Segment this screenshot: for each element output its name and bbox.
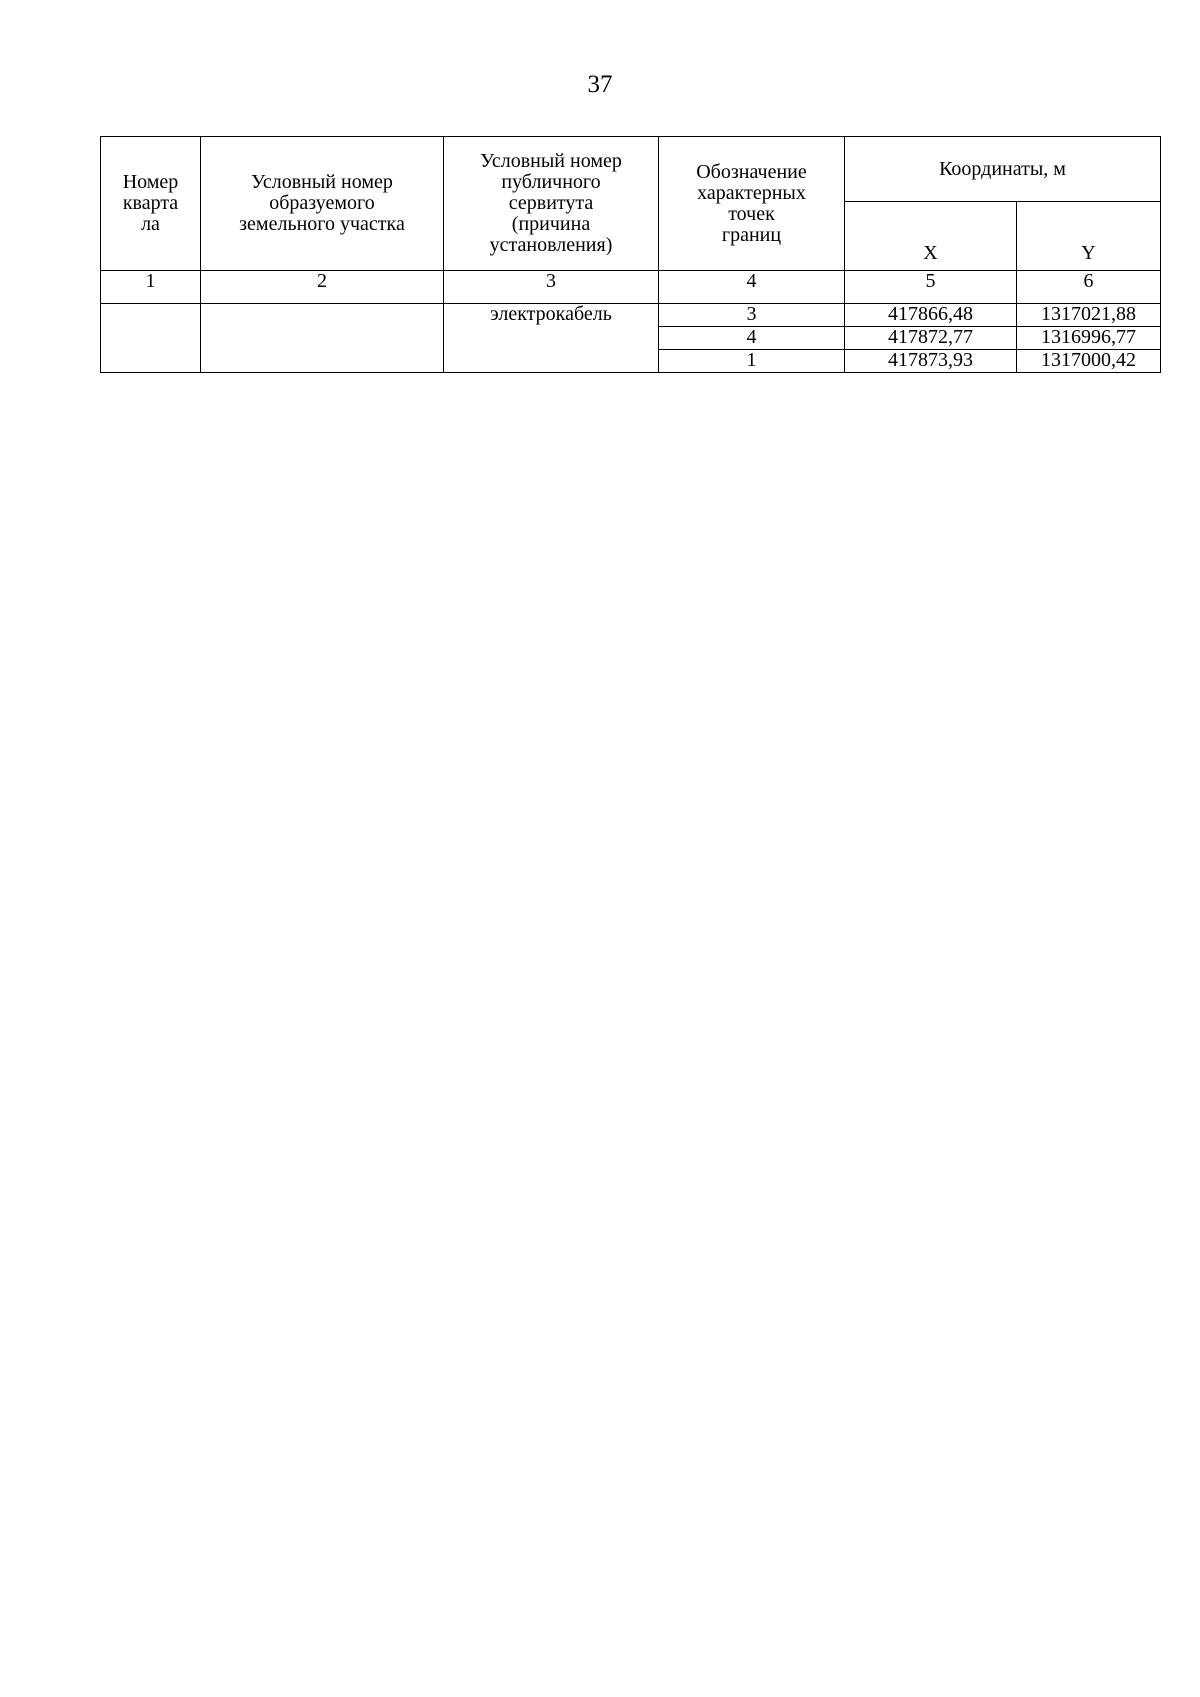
header-servitude-line: установления) [489,234,613,256]
header-servitude-line: сервитута [508,192,594,214]
header-points-line: характерных [697,181,806,204]
servitude-reason-cell: электрокабель [444,304,659,373]
point-cell: 1 [659,350,845,373]
point-cell: 3 [659,304,845,327]
column-index: 4 [659,271,845,304]
x-cell: 417872,77 [845,327,1017,350]
header-y: Y [1017,202,1161,271]
header-servitude-line: Условный номер [480,150,622,172]
header-points-line: точек [728,202,775,225]
kvartal-cell [101,304,201,373]
header-parcel-line: образуемого [269,192,375,214]
header-kvartal-number [101,137,201,271]
column-index: 2 [201,271,444,304]
page-number: 37 [587,71,613,98]
header-points-line: границ [721,223,782,246]
header-parcel-line: земельного участка [239,213,405,235]
parcel-cell [201,304,444,373]
header-x: X [845,202,1017,271]
point-cell: 4 [659,327,845,350]
table-header-row [101,137,1161,202]
column-index-row [101,271,1161,304]
header-parcel-line: Условный номер [251,171,393,193]
column-index: 1 [101,271,201,304]
header-servitude-line: (причина [511,213,591,235]
header-coordinates: Координаты, м [845,137,1161,202]
column-index: 5 [845,271,1017,304]
header-boundary-points [659,137,845,271]
table-row [101,304,1161,327]
header-servitude-number [444,137,659,271]
header-kvartal-line: ла [141,213,160,235]
header-kvartal-line: Номер [122,171,179,193]
header-points-line: Обозначение [696,160,807,183]
header-parcel-number [201,137,444,271]
y-cell: 1317021,88 [1017,304,1161,327]
header-kvartal-line: кварта [122,192,179,214]
x-cell: 417866,48 [845,304,1017,327]
y-cell: 1316996,77 [1017,327,1161,350]
header-servitude-line: публичного [501,171,601,193]
y-cell: 1317000,42 [1017,350,1161,373]
x-cell: 417873,93 [845,350,1017,373]
column-index: 6 [1017,271,1161,304]
column-index: 3 [444,271,659,304]
coordinates-table [100,136,1161,373]
